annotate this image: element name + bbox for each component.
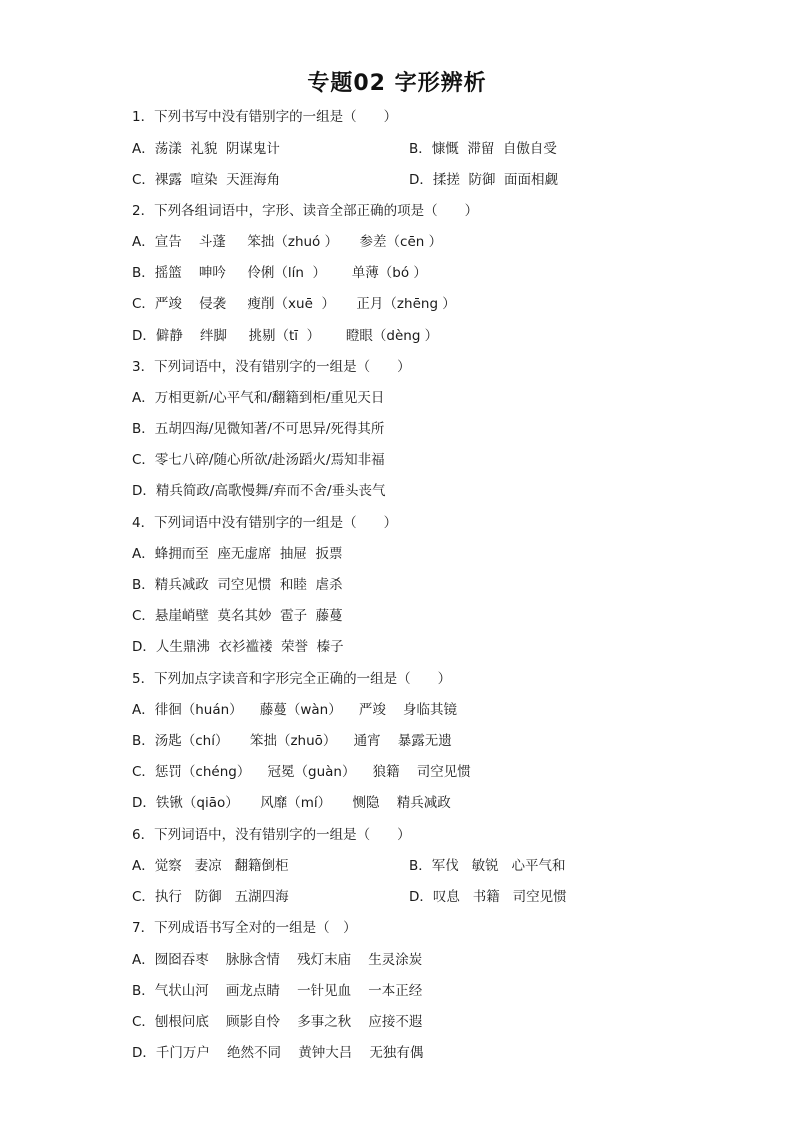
q3-option-a: A．万相更新/心平气和/翻籍到柜/重见天日: [132, 390, 385, 406]
q1-option-b: B．慷慨 滞留 自傲自受: [409, 141, 557, 157]
q1-option-c: C．裸露 喧染 天涯海角: [132, 172, 281, 188]
q6-option-b: B．军伐 敏锐 心平气和: [409, 858, 566, 874]
q1-option-d: D．揉搓 防御 面面相觑: [409, 172, 559, 188]
q2-option-b: B．摇篮 呻吟 伶俐（lín ） 单薄（bó ）: [132, 265, 427, 281]
q3-option-c: C．零七八碎/随心所欲/赴汤蹈火/焉知非福: [132, 452, 385, 468]
question-2: 2．下列各组词语中，字形、读音全部正确的项是（ ）: [132, 203, 479, 219]
question-4: 4．下列词语中没有错别字的一组是（ ）: [132, 515, 398, 531]
q2-option-c: C．严竣 侵袭 瘦削（xuē ） 正月（zhēng ）: [132, 296, 456, 312]
q1-option-a: A．荡漾 礼貌 阴谋鬼计: [132, 141, 280, 157]
q3-option-b: B．五胡四海/见微知著/不可思异/死得其所: [132, 421, 385, 437]
q7-option-a: A．囫囵吞枣 脉脉含情 残灯末庙 生灵涂炭: [132, 952, 423, 968]
q7-option-c: C．刨根问底 顾影自怜 多事之秋 应接不遐: [132, 1014, 423, 1030]
q5-option-b: B．汤匙（chí） 笨拙（zhuō） 通宵 暴露无遗: [132, 733, 452, 749]
q5-option-c: C．惩罚（chéng） 冠冕（guàn） 狼籍 司空见惯: [132, 764, 471, 780]
q2-option-d: D．僻静 绊脚 挑剔（tī ） 瞪眼（dèng ）: [132, 328, 439, 344]
question-6: 6．下列词语中，没有错别字的一组是（ ）: [132, 827, 411, 843]
question-7: 7．下列成语书写全对的一组是（ ）: [132, 920, 357, 936]
q5-option-d: D．铁锹（qiāo） 风靡（mí） 恻隐 精兵减政: [132, 795, 451, 811]
q4-option-c: C．悬崖峭壁 莫名其妙 雹子 藤蔓: [132, 608, 343, 624]
q4-option-b: B．精兵减政 司空见惯 和睦 虐杀: [132, 577, 343, 593]
q7-option-d: D．千门万户 绝然不同 黄钟大吕 无独有偶: [132, 1045, 424, 1061]
q7-option-b: B．气状山河 画龙点睛 一针见血 一本正经: [132, 983, 423, 999]
question-1: 1．下列书写中没有错别字的一组是（ ）: [132, 109, 398, 125]
q5-option-a: A．徘徊（huán） 藤蔓（wàn） 严竣 身临其镜: [132, 702, 458, 718]
page-title: 专题02 字形辨析: [307, 71, 487, 96]
question-3: 3．下列词语中，没有错别字的一组是（ ）: [132, 359, 411, 375]
question-5: 5．下列加点字读音和字形完全正确的一组是（ ）: [132, 671, 452, 687]
q6-option-c: C．执行 防御 五湖四海: [132, 889, 289, 905]
q3-option-d: D．精兵简政/高歌慢舞/弃而不舍/垂头丧气: [132, 483, 386, 499]
q6-option-d: D．叹息 书籍 司空见惯: [409, 889, 567, 905]
q2-option-a: A．宣告 斗蓬 笨拙（zhuó ） 参差（cēn ）: [132, 234, 443, 250]
q4-option-a: A．蜂拥而至 座无虚席 抽屉 扳票: [132, 546, 343, 562]
q6-option-a: A．觉察 妻凉 翻籍倒柜: [132, 858, 289, 874]
q4-option-d: D．人生鼎沸 衣衫褴褛 荣誉 榛子: [132, 639, 344, 655]
